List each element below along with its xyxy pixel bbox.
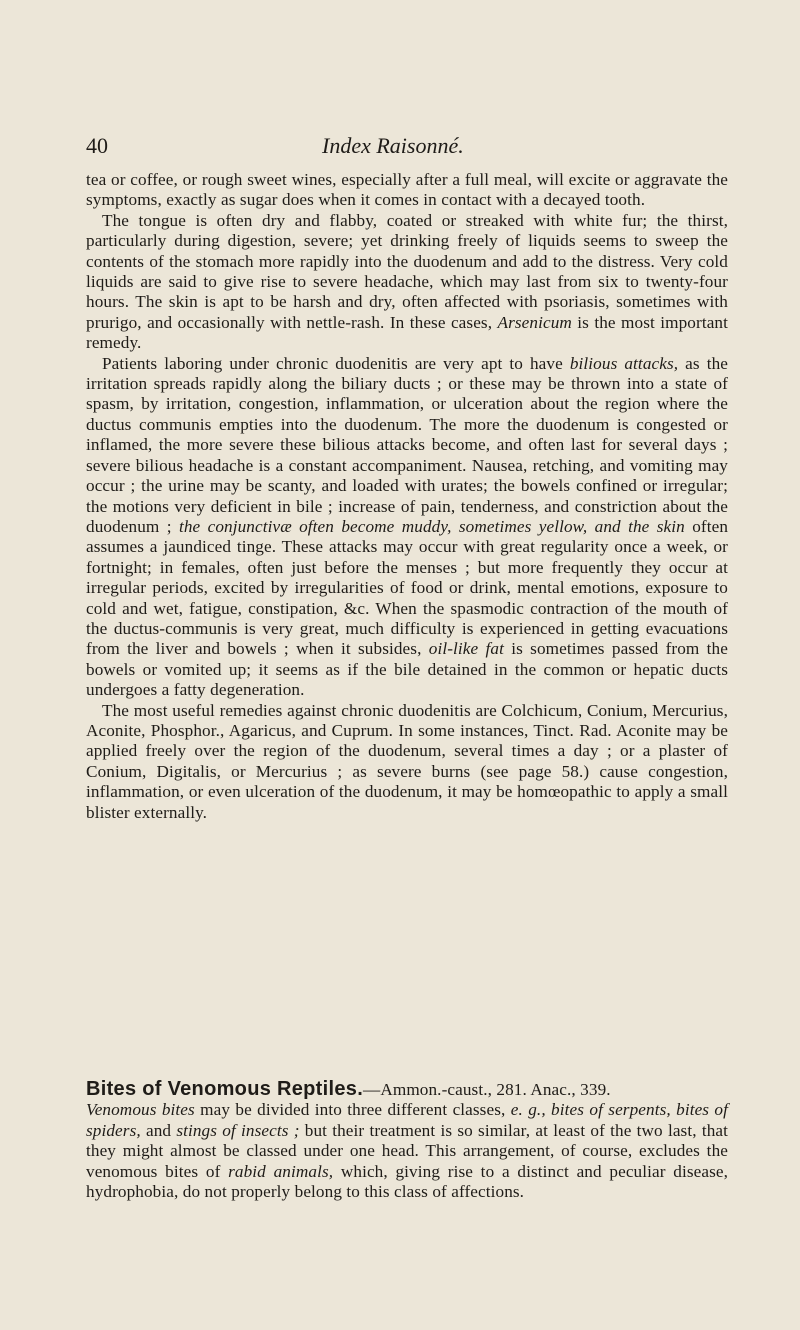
- paragraph-text: which, giving rise to a distinct and peculiar disease, hydrophobia, do not properly belong to this class of affections.: [86, 1161, 729, 1202]
- italic-term: rabid animals,: [228, 1161, 334, 1181]
- paragraph-text: The tongue is often dry and flabby, coated or streaked with white fur; the thirst, particularly during digestion, severe; yet drinking freely of liquids seems to sweep the contents of the stomach more rapidly into the duodenum and add to the distress. Very cold liquids are said to give rise to severe headache, which may last from six to twenty-four hours. The skin is apt to be harsh and dry, often affected with psoriasis, sometimes with prurigo, and occasionally with nettle-rash. In these cases,: [86, 210, 728, 332]
- paragraph-text: Patients laboring under chronic duodenitis are very apt to have: [102, 353, 570, 373]
- italic-term: e. g., bites of serpents, bites of spiders,: [86, 1100, 729, 1140]
- paragraph-text: but their treatment is so similar, at least of the two last, that they might almost be classed under one head. This arrangement, of course, excludes the venomous bites of: [86, 1120, 728, 1181]
- section-references: —Ammon.-caust., 281. Anac., 339.: [363, 1080, 611, 1099]
- italic-term: Venomous bites: [86, 1100, 195, 1120]
- paragraph-text: as the irritation spreads rapidly along the biliary ducts ; or these may be thrown into a state of spasm, by irritation, congestion, inflammation, or ulceration about the region where the ductus communis empties into the duodenum. The more the duodenum is congested or inflamed, the more severe these bilious attacks become, and often last for several days ; severe bilious headache is a constant accompaniment. Nausea, retching, and vomiting may occur ; the urine may be scanty, and loaded with urates; the bowels confined or irregular; the motions very deficient in bile ; increase of pain, tenderness, and constriction about the duodenum ;: [86, 353, 728, 536]
- italic-remedy: Arsenicum: [497, 312, 572, 332]
- page-header: [86, 133, 728, 165]
- italic-term: the conjunctivæ often become muddy, sometimes yellow, and the skin: [178, 516, 685, 536]
- paragraph-text: tea or coffee, or rough sweet wines, especially after a full meal, will excite or aggravate the symptoms, exactly as sugar does when it comes in contact with a decayed tooth.: [86, 170, 728, 210]
- italic-term: oil-like fat: [428, 639, 504, 659]
- paragraph-text: is the most important remedy.: [86, 312, 728, 353]
- paragraph-text: is sometimes passed from the bowels or vomited up; it seems as if the bile detained in the common or hepatic ducts undergoes a fatty degeneration.: [86, 639, 728, 700]
- running-head: Index Raisonné.: [322, 133, 464, 158]
- paragraph-text: may be divided into three different classes,: [194, 1100, 511, 1120]
- italic-term: stings of insects ;: [176, 1120, 300, 1140]
- body-text: [86, 170, 728, 823]
- page-number: 40: [86, 133, 108, 158]
- paragraph-text: and: [140, 1120, 177, 1140]
- section-title: Bites of Venomous Reptiles.: [86, 1078, 364, 1100]
- paragraph-text: The most useful remedies against chronic duodenitis are Colchicum, Conium, Mercurius, Aconite, Phosphor., Agaricus, and Cuprum. In some instances, Tinct. Rad. Aconite may be applied freely over the region of the duodenum, several times a day ; or a plaster of Conium, Digitalis, or Mercurius ; as severe burns (see page 58.) cause congestion, inflammation, or even ulceration of the duodenum, it may be homœopathic to apply a small blister externally.: [86, 700, 728, 822]
- section-paragraph: [86, 1100, 728, 1202]
- section-heading: [86, 1079, 728, 1100]
- italic-term: bilious attacks,: [569, 353, 679, 373]
- section-venomous-bites: [86, 1079, 728, 1202]
- paragraph-continued: [86, 170, 728, 211]
- paragraph-tongue: [86, 211, 728, 354]
- paragraph-text: often assumes a jaundiced tinge. These attacks may occur with great regularity once a week, or fortnight; in females, often just before the menses ; but more frequently they occur at irregular periods, excited by irregularities of food or drink, mental emotions, exposure to cold and wet, fatigue, constipation, &c. When the spasmodic contraction of the mouth of the ductus-communis is very great, much difficulty is experienced in getting evacuations from the liver and bowels ; when it subsides,: [86, 516, 729, 659]
- paragraph-remedies: [86, 701, 728, 823]
- paragraph-bilious-attacks: [86, 354, 728, 701]
